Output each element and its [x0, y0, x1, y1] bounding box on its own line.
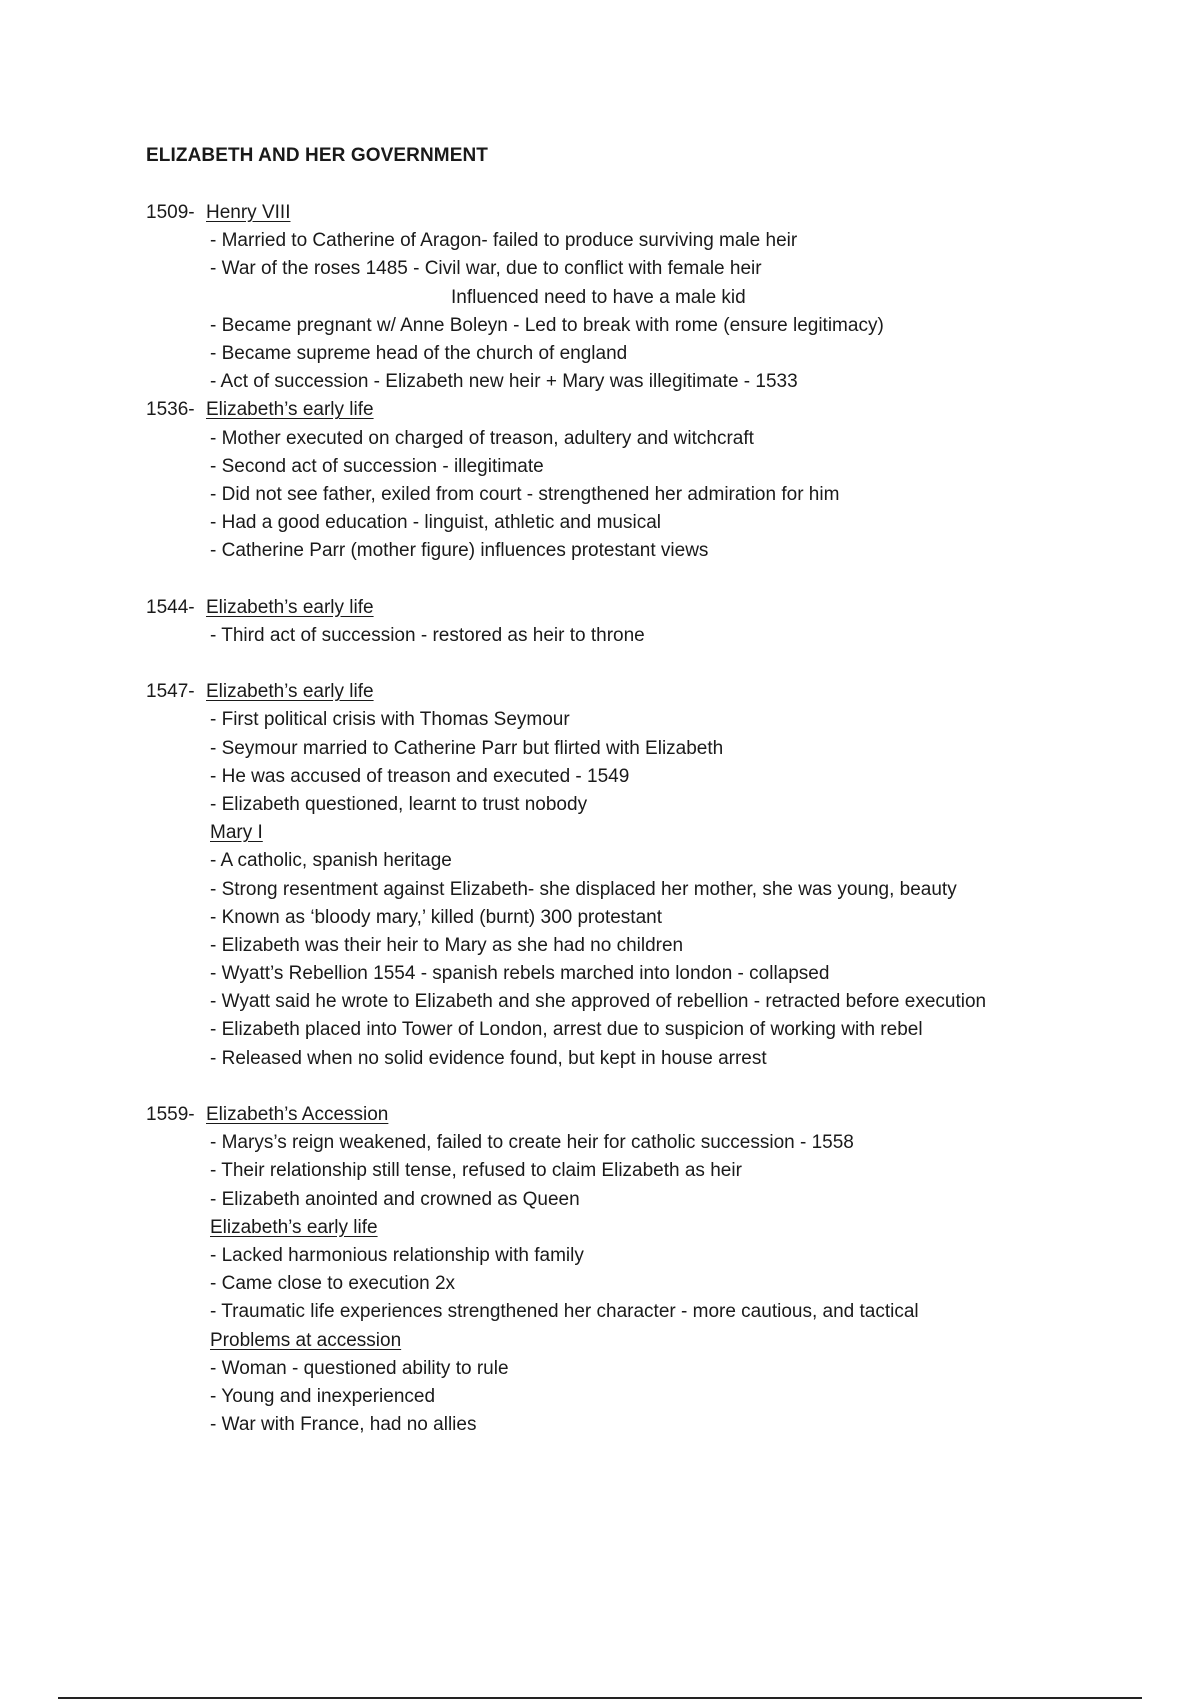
section-header — [146, 678, 1146, 706]
section-header — [146, 396, 1146, 424]
section-header — [146, 1101, 1146, 1129]
section-year: 1559- — [146, 1104, 195, 1125]
list-item: - Elizabeth was their heir to Mary as she had no children — [210, 934, 684, 956]
list-item: - Became pregnant w/ Anne Boleyn - Led to break with rome (ensure legitimacy) — [210, 314, 884, 336]
spacer — [146, 1073, 1146, 1101]
section-year: 1547- — [146, 681, 195, 703]
list-item: - Catherine Parr (mother figure) influences protestant views — [210, 540, 709, 562]
list-item: - Wyatt said he wrote to Elizabeth and she approved of rebellion - retracted before execution — [210, 991, 987, 1013]
page-title: ELIZABETH AND HER GOVERNMENT — [146, 145, 488, 166]
section-heading: Elizabeth’s early life — [206, 596, 374, 618]
section-heading: Elizabeth’s early life — [206, 399, 374, 421]
section-year: 1544- — [146, 596, 195, 618]
subsection-heading-text: Problems at accession — [210, 1329, 402, 1351]
list-item: - Young and inexperienced — [210, 1385, 436, 1407]
footer-divider — [58, 1697, 1142, 1699]
subsection-heading — [146, 819, 1146, 847]
list-item: - Lacked harmonious relationship with family — [210, 1244, 584, 1266]
spacer — [146, 565, 1146, 593]
subsection-heading-text: Elizabeth’s early life — [210, 1216, 378, 1238]
section-heading: Elizabeth’s Accession — [206, 1104, 389, 1125]
list-item: - Elizabeth anointed and crowned as Queen — [210, 1188, 580, 1210]
section-heading: Henry VIII — [206, 202, 291, 223]
section-year: 1536- — [146, 399, 195, 421]
section-year: 1509- — [146, 202, 195, 223]
list-item: - Elizabeth placed into Tower of London, arrest due to suspicion of working with rebel — [210, 1019, 923, 1041]
list-item: - Second act of succession - illegitimate — [210, 455, 544, 477]
list-item: - Traumatic life experiences strengthened her character - more cautious, and tactical — [210, 1301, 919, 1323]
list-item: - Seymour married to Catherine Parr but flirted with Elizabeth — [210, 737, 724, 759]
section-header — [146, 594, 1146, 622]
section-header — [146, 199, 1146, 227]
list-item: - Woman - questioned ability to rule — [210, 1357, 509, 1379]
list-item: - Their relationship still tense, refused to claim Elizabeth as heir — [210, 1160, 742, 1182]
list-item: - Wyatt’s Rebellion 1554 - spanish rebels marched into london - collapsed — [210, 963, 830, 985]
notes-body — [146, 199, 1146, 1439]
list-item: - Marys’s reign weakened, failed to create heir for catholic succession - 1558 — [210, 1132, 854, 1154]
list-item: - Strong resentment against Elizabeth- she displaced her mother, she was young, beauty — [210, 878, 957, 900]
list-item: - He was accused of treason and executed - 1549 — [210, 765, 630, 787]
subsection-heading-text: Mary I — [210, 822, 263, 844]
spacer — [146, 650, 1146, 678]
section-heading: Elizabeth’s early life — [206, 681, 374, 703]
list-item: - Became supreme head of the church of england — [210, 342, 628, 364]
list-item: - Released when no solid evidence found, but kept in house arrest — [210, 1047, 767, 1069]
list-item: - A catholic, spanish heritage — [210, 850, 452, 872]
list-item: - Elizabeth questioned, learnt to trust nobody — [210, 793, 588, 815]
list-item: - Third act of succession - restored as heir to throne — [210, 624, 645, 646]
list-item: - Had a good education - linguist, athletic and musical — [210, 512, 661, 534]
list-item-continuation: Influenced need to have a male kid — [451, 286, 746, 308]
list-item: - Came close to execution 2x — [210, 1273, 456, 1295]
list-item: - Married to Catherine of Aragon- failed to produce surviving male heir — [210, 230, 798, 252]
list-item: - Did not see father, exiled from court - strengthened her admiration for him — [210, 483, 840, 505]
list-item: - War with France, had no allies — [210, 1414, 477, 1436]
list-item: - War of the roses 1485 - Civil war, due to conflict with female heir — [210, 258, 762, 280]
list-item: - Mother executed on charged of treason, adultery and witchcraft — [210, 427, 754, 449]
list-item: - Known as ‘bloody mary,’ killed (burnt) 300 protestant — [210, 906, 662, 928]
list-item: - Act of succession - Elizabeth new heir + Mary was illegitimate - 1533 — [210, 371, 798, 393]
list-item: - First political crisis with Thomas Seymour — [210, 709, 570, 731]
subsection-heading — [146, 1327, 1146, 1355]
subsection-heading — [146, 1214, 1146, 1242]
